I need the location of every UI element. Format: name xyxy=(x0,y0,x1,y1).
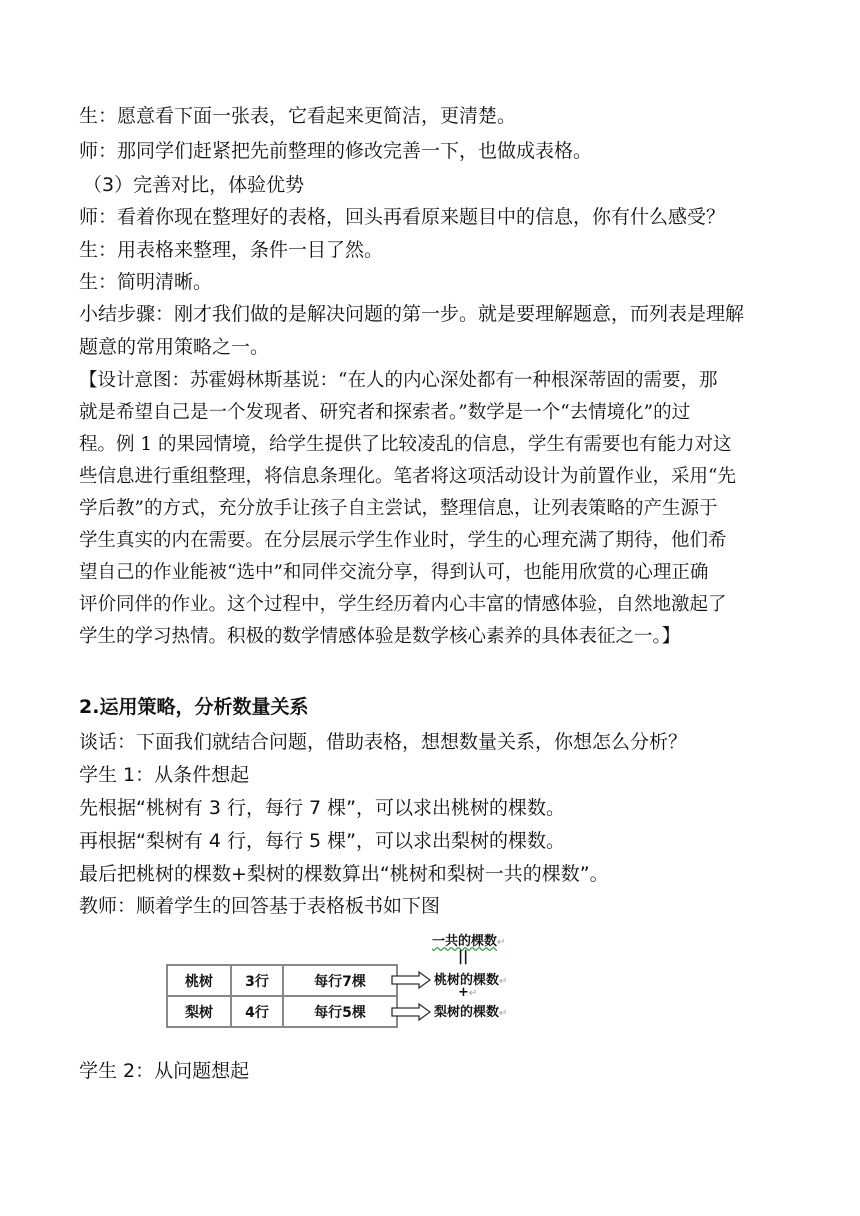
table-cell: 桃树 xyxy=(167,965,231,996)
table-cell: 3行 xyxy=(231,965,283,996)
text-line: 生：愿意看下面一张表，它看起来更简洁，更清楚。 xyxy=(79,105,517,127)
section-heading: 2.运用策略，分析数量关系 xyxy=(79,696,309,718)
paragraph-line: 程。例 1 的果园情境，给学生提供了比较凌乱的信息，学生有需要也有能力对这 xyxy=(79,434,732,455)
peach-count-text: 桃树的棵数 xyxy=(434,973,500,988)
board-writing-figure xyxy=(164,928,524,1032)
paragraph-line: 【设计意图：苏霍姆林斯基说：“在人的内心深处都有一种根深蒂固的需要，那 xyxy=(79,370,718,391)
paragraph-line: 学生的学习热情。积极的数学情感体验是数学核心素养的具体表征之一。】 xyxy=(79,626,681,647)
text-line: 最后把桃树的棵数+梨树的棵数算出“桃树和梨树一共的棵数”。 xyxy=(79,863,609,885)
text-line: 教师：顺着学生的回答基于表格板书如下图 xyxy=(79,895,441,917)
text-line: 生：简明清晰。 xyxy=(79,271,213,293)
return-mark-icon: ↵ xyxy=(499,1008,508,1019)
table-cell: 梨树 xyxy=(167,996,231,1027)
plus-text: + xyxy=(458,985,469,1000)
paragraph-line: 些信息进行重组整理，将信息条理化。笔者将这项活动设计为前置作业，采用“先 xyxy=(79,466,736,487)
text-line: 学生 2：从问题想起 xyxy=(79,1060,250,1082)
paragraph-line: 望自己的作业能被“选中”和同伴交流分享，得到认可，也能用欣赏的心理正确 xyxy=(79,562,709,583)
table-cell: 每行7棵 xyxy=(283,965,397,996)
subheading: （3）完善对比，体验优势 xyxy=(83,174,305,196)
design-intent-paragraph xyxy=(79,365,784,653)
total-count-text: 一共的棵数 xyxy=(432,934,498,949)
text-line: 题意的常用策略之一。 xyxy=(79,336,270,358)
text-line: 先根据“桃树有 3 行，每行 7 棵”，可以求出桃树的棵数。 xyxy=(79,797,566,819)
pear-count-text: 梨树的棵数 xyxy=(434,1005,500,1020)
text-line: 生：用表格来整理，条件一目了然。 xyxy=(79,239,384,261)
text-line: 再根据“梨树有 4 行，每行 5 棵”，可以求出梨树的棵数。 xyxy=(79,830,566,852)
return-mark-icon: ↵ xyxy=(497,937,506,948)
paragraph-line: 就是希望自己是一个发现者、研究者和探索者。”数学是一个“去情境化”的过 xyxy=(79,402,691,423)
plus-sign xyxy=(458,985,477,1000)
text-line: 学生 1：从条件想起 xyxy=(79,764,250,786)
paragraph-line: 学生真实的内在需要。在分层展示学生作业时，学生的心理充满了期待，他们希 xyxy=(79,530,727,551)
equals-sign: || xyxy=(458,949,469,965)
right-arrow-icon xyxy=(392,972,430,988)
text-line: 师：看着你现在整理好的表格，回头再看原来题目中的信息，你有什么感受？ xyxy=(79,206,726,228)
table-cell: 4行 xyxy=(231,996,283,1027)
text-line: 谈话：下面我们就结合问题，借助表格，想想数量关系，你想怎么分析？ xyxy=(79,731,688,753)
right-arrow-icon xyxy=(392,1004,430,1020)
paragraph-line: 学后教”的方式，充分放手让孩子自主尝试，整理信息，让列表策略的产生源于 xyxy=(79,498,718,519)
paragraph-line: 评价同伴的作业。这个过程中，学生经历着内心丰富的情感体验，自然地激起了 xyxy=(79,594,727,615)
text-line: 小结步骤：刚才我们做的是解决问题的第一步。就是要理解题意，而列表是理解 xyxy=(79,303,745,325)
pear-count-label xyxy=(434,1001,507,1020)
text-line: 师：那同学们赶紧把先前整理的修改完善一下，也做成表格。 xyxy=(79,140,593,162)
total-count-label xyxy=(432,930,505,949)
return-mark-icon: ↵ xyxy=(499,976,508,987)
return-mark-icon: ↵ xyxy=(468,988,478,999)
table-cell: 每行5棵 xyxy=(283,996,397,1027)
